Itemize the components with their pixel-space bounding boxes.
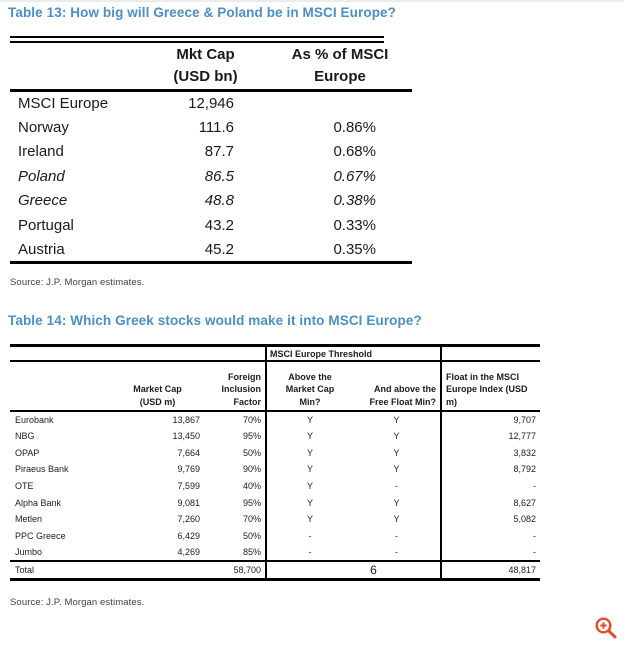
header-float-index-line3: m) (446, 396, 458, 407)
table-row (10, 494, 540, 511)
cell-fif: 90% (243, 464, 262, 475)
table-row (10, 528, 540, 545)
header-country (10, 43, 163, 91)
cell-above-mktcap: - (266, 528, 353, 545)
header-float-index-line2: Europe Index (USD (446, 384, 528, 394)
cell-float: 8,627 (441, 494, 540, 511)
cell-mktcap: 12,946 (188, 95, 234, 112)
table14-header-row (10, 361, 540, 411)
cell-float: - (441, 545, 540, 562)
header-above-mktcap-line2: Market Cap (285, 384, 335, 394)
table13-top-double-rule (10, 36, 384, 43)
cell-stock: Jumbo (15, 547, 43, 558)
cell-pct: 0.86% (333, 118, 376, 136)
table14-title: Table 14: Which Greek stocks would make it into MSCI Europe? (8, 313, 422, 328)
cell-above-freefloat: Y (393, 431, 400, 442)
cell-stock: OTE (15, 481, 34, 492)
header-market-cap-line2: (USD m) (139, 396, 176, 407)
cell-total-threshold-count: 6 (266, 561, 441, 579)
cell-country: Portugal (18, 216, 74, 234)
cell-market-cap: 9,081 (177, 497, 200, 508)
cell-mktcap: 86.5 (204, 167, 234, 185)
group-header-spacer-right (441, 347, 540, 361)
header-pct-line2: Europe (314, 68, 366, 85)
cell-country: Poland (18, 167, 65, 185)
cell-mktcap: 87.7 (204, 143, 234, 161)
table-row (10, 140, 412, 165)
cell-total-market-cap: 58,700 (105, 561, 266, 579)
table-row (10, 189, 412, 214)
cell-float: 9,707 (441, 411, 540, 428)
cell-above-mktcap: Y (266, 494, 353, 511)
table13-container (10, 36, 389, 264)
table-row (10, 511, 540, 528)
cell-above-mktcap: Y (266, 478, 353, 495)
cell-above-freefloat: Y (393, 497, 400, 508)
cell-stock: Eurobank (15, 414, 54, 425)
zoom-in-icon[interactable] (593, 615, 619, 641)
header-above-mktcap (266, 361, 353, 411)
cell-pct: 0.67% (333, 167, 376, 185)
cell-stock: Metlen (15, 514, 43, 525)
header-above-mktcap-line1: Above the (288, 371, 332, 382)
cell-pct: 0.33% (333, 216, 376, 234)
cell-mktcap: 48.8 (204, 192, 234, 210)
table14-container (10, 344, 540, 581)
cell-above-freefloat: Y (393, 514, 400, 525)
header-pct-line1: As % of MSCI (291, 46, 389, 63)
cell-stock: NBG (15, 431, 35, 442)
cell-stock: Piraeus Bank (15, 464, 69, 475)
table14-source: Source: J.P. Morgan estimates. (10, 597, 145, 608)
cell-market-cap: 7,599 (177, 481, 200, 492)
table14-total-row (10, 561, 540, 579)
cell-country: Norway (18, 118, 69, 136)
cell-float: 12,777 (441, 428, 540, 445)
cell-fif: 95% (243, 431, 262, 442)
cell-country: Ireland (18, 143, 64, 161)
page-top-edge (0, 0, 624, 2)
table-row (10, 213, 412, 238)
cell-above-freefloat: - (395, 531, 399, 542)
cell-market-cap: 7,664 (177, 447, 200, 458)
cell-above-mktcap: - (266, 545, 353, 562)
cell-above-mktcap: Y (266, 511, 353, 528)
cell-above-freefloat: Y (393, 414, 400, 425)
header-pct (248, 43, 412, 91)
table-row (10, 478, 540, 495)
cell-stock: PPC Greece (15, 531, 66, 542)
cell-float: 5,082 (441, 511, 540, 528)
cell-market-cap: 13,867 (172, 414, 200, 425)
table13-title: Table 13: How big will Greece & Poland be in MSCI Europe? (8, 5, 397, 20)
cell-fif: 40% (243, 481, 262, 492)
cell-pct (248, 91, 412, 116)
table-row (10, 164, 412, 189)
cell-market-cap: 6,429 (177, 531, 200, 542)
header-above-mktcap-line3: Min? (299, 396, 321, 407)
cell-float: 3,832 (441, 444, 540, 461)
cell-country: MSCI Europe (18, 95, 109, 112)
table-row (10, 411, 540, 428)
header-market-cap-line1: Market Cap (133, 384, 182, 394)
cell-stock: Alpha Bank (15, 497, 62, 508)
header-stock (10, 361, 105, 411)
header-above-freefloat (353, 361, 441, 411)
table-row (10, 444, 540, 461)
header-mktcap-line2: (USD bn) (173, 68, 238, 85)
table14-group-header-row (10, 347, 540, 361)
header-fif-line2: Inclusion (221, 384, 262, 394)
cell-mktcap: 45.2 (204, 240, 234, 258)
cell-mktcap: 111.6 (198, 118, 234, 136)
cell-fif: 50% (243, 531, 262, 542)
table13-source: Source: J.P. Morgan estimates. (10, 277, 145, 288)
cell-above-mktcap: Y (266, 411, 353, 428)
cell-fif: 70% (243, 514, 262, 525)
table-row (10, 238, 412, 263)
cell-market-cap: 4,269 (177, 547, 200, 558)
header-float-index (441, 361, 540, 411)
table14 (10, 347, 540, 581)
cell-mktcap: 43.2 (204, 216, 234, 234)
cell-above-mktcap: Y (266, 461, 353, 478)
header-fif-line3: Factor (233, 396, 262, 407)
group-header-spacer-left (10, 347, 266, 361)
cell-country: Austria (18, 240, 65, 258)
table13-header-row (10, 43, 412, 91)
cell-float: 8,792 (441, 461, 540, 478)
cell-fif: 85% (243, 547, 262, 558)
header-float-index-line1: Float in the MSCI (446, 371, 520, 382)
cell-fif: 95% (243, 497, 262, 508)
header-mktcap (163, 43, 248, 91)
cell-stock: OPAP (15, 447, 40, 458)
cell-float: - (441, 478, 540, 495)
header-fif-line1: Foreign (228, 371, 262, 382)
table-row (10, 461, 540, 478)
cell-fif: 50% (243, 447, 262, 458)
cell-total-label: Total (10, 561, 105, 579)
cell-market-cap: 7,260 (177, 514, 200, 525)
cell-above-mktcap: Y (266, 444, 353, 461)
cell-pct: 0.68% (333, 143, 376, 161)
cell-total-float: 48,817 (441, 561, 540, 579)
cell-fif: 70% (243, 414, 262, 425)
cell-above-freefloat: - (395, 481, 399, 492)
header-above-freefloat-line1: And above the (374, 384, 437, 394)
cell-float: - (441, 528, 540, 545)
cell-market-cap: 13,450 (172, 431, 200, 442)
table13 (10, 43, 412, 264)
cell-pct: 0.38% (333, 192, 376, 210)
header-mktcap-line1: Mkt Cap (176, 46, 235, 63)
cell-above-freefloat: Y (393, 447, 400, 458)
cell-market-cap: 9,769 (177, 464, 200, 475)
header-market-cap (105, 361, 210, 411)
table-row (10, 545, 540, 562)
table-row (10, 91, 412, 116)
group-header-threshold: MSCI Europe Threshold (266, 347, 441, 361)
cell-pct: 0.35% (333, 240, 376, 258)
table-row (10, 428, 540, 445)
cell-above-mktcap: Y (266, 428, 353, 445)
header-fif (210, 361, 266, 411)
cell-above-freefloat: Y (393, 464, 400, 475)
cell-country: Greece (18, 192, 68, 210)
header-above-freefloat-line2: Free Float Min? (369, 396, 437, 407)
table-row (10, 115, 412, 140)
cell-above-freefloat: - (395, 547, 399, 558)
